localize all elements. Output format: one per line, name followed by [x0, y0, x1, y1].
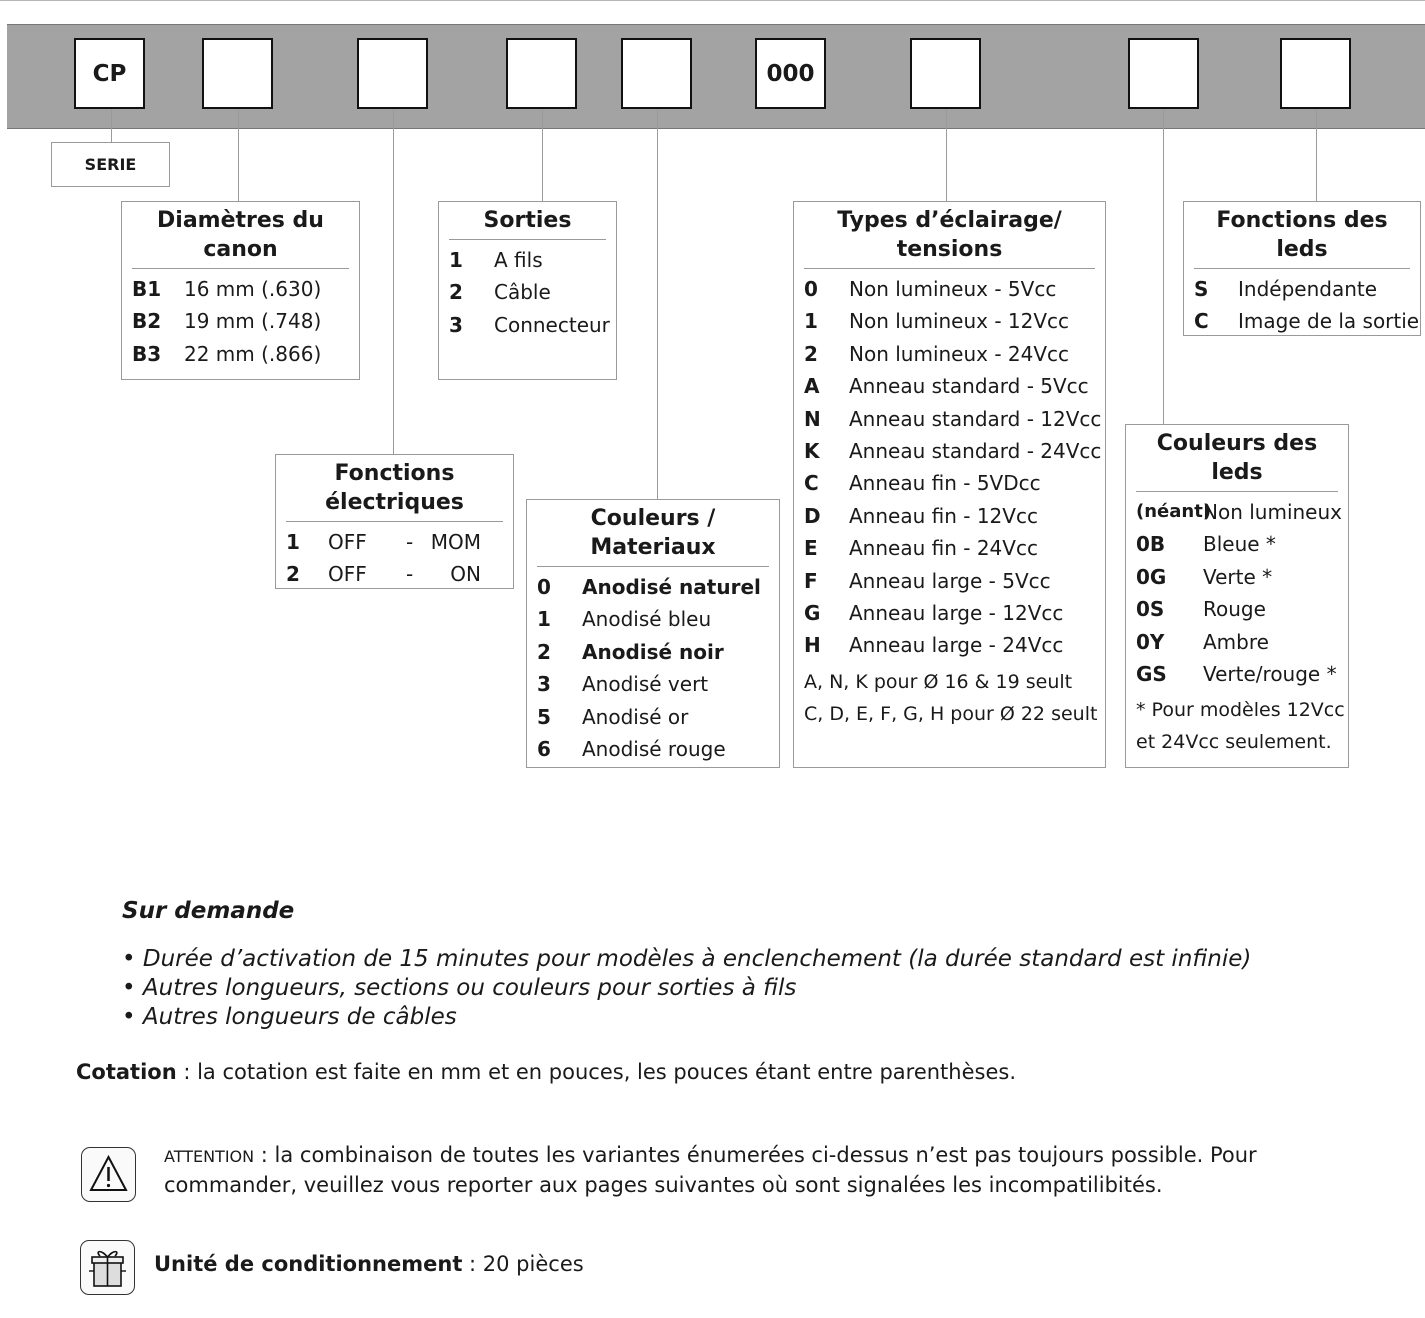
sur-demande-title: Sur demande [122, 898, 295, 924]
list-item [286, 558, 503, 590]
list-item [537, 636, 769, 668]
couleurs-leds-note-1: * Pour modèles 12Vcc [1136, 699, 1345, 722]
cotation-label: Cotation [76, 1060, 177, 1084]
sur-demande-item: • Durée d’activation de 15 minutes pour modèles à enclenchement (la durée standard est infinie) [122, 946, 1252, 972]
option-code: 3 [449, 312, 463, 337]
list-item [132, 273, 349, 305]
option-code: B1 [132, 277, 162, 301]
attention-label: ATTENTION [164, 1147, 255, 1166]
serie-label: SERIE [51, 142, 170, 187]
slot-couleur [621, 38, 692, 109]
option-label: Anodisé naturel [582, 575, 761, 599]
slot-serie: CP [74, 38, 145, 109]
option-label: Rouge [1203, 597, 1266, 622]
fonctions-leds-title: Fonctions des leds [1194, 206, 1410, 269]
option-code: H [804, 633, 821, 658]
list-item [537, 668, 769, 700]
conditionnement-label: Unité de conditionnement [154, 1252, 463, 1276]
fonctions-electriques-box [275, 454, 514, 589]
couleurs-leds-box [1125, 424, 1349, 768]
sorties-box [438, 201, 617, 380]
option-code: B3 [132, 341, 162, 366]
connector-line [946, 109, 947, 202]
eclairage-title [804, 206, 1095, 269]
list-item [1136, 658, 1338, 690]
option-code: C [804, 471, 819, 496]
option-label: Anneau large - 24Vcc [849, 633, 1064, 658]
list-item [1136, 561, 1338, 593]
slot-fonction-electrique [357, 38, 428, 109]
list-item [804, 305, 1095, 337]
option-code: E [804, 536, 818, 561]
couleurs-materiaux-box [526, 499, 780, 768]
slot-diametre [202, 38, 273, 109]
conditionnement-line [154, 1252, 584, 1276]
option-code: 2 [804, 341, 818, 366]
slot-fonction-led [1280, 38, 1351, 109]
option-label: Anodisé rouge [582, 737, 726, 762]
list-item [804, 338, 1095, 370]
option-off: OFF [328, 562, 367, 587]
option-label: Anneau fin - 12Vcc [849, 503, 1038, 528]
connector-line [1316, 109, 1317, 202]
option-label: Anneau fin - 24Vcc [849, 536, 1038, 561]
connector-line [542, 109, 543, 202]
option-separator: - [406, 562, 414, 587]
couleurs-leds-note-2: et 24Vcc seulement. [1136, 731, 1332, 754]
option-label: 16 mm (.630) [184, 277, 322, 301]
option-code: 1 [449, 248, 463, 272]
option-label: Anneau fin - 5VDcc [849, 471, 1041, 496]
option-code: (néant) [1136, 501, 1212, 522]
connector-line [238, 109, 239, 202]
option-label: Anodisé or [582, 704, 689, 729]
cotation-line [76, 1060, 1016, 1084]
list-item [537, 733, 769, 765]
option-label: Verte/rouge * [1203, 662, 1337, 687]
option-code: B2 [132, 309, 162, 334]
option-code: C [1194, 309, 1209, 334]
option-code: 0Y [1136, 629, 1165, 654]
list-item [1194, 273, 1410, 305]
list-item [1136, 528, 1338, 560]
eclairage-note-1: A, N, K pour Ø 16 & 19 seult [804, 670, 1073, 693]
list-item [804, 500, 1095, 532]
option-code: 6 [537, 737, 551, 762]
list-item [804, 273, 1095, 305]
list-item [1136, 496, 1342, 528]
option-label: Anneau standard - 24Vcc [849, 439, 1102, 464]
option-label: Anneau large - 12Vcc [849, 601, 1064, 626]
connector-line [1163, 109, 1164, 425]
list-item [804, 403, 1102, 435]
option-code: F [804, 568, 818, 593]
option-code: 0S [1136, 597, 1165, 622]
list-item [804, 435, 1102, 467]
option-label: Anneau standard - 12Vcc [849, 406, 1102, 431]
list-item [1194, 305, 1420, 337]
option-label: Anneau large - 5Vcc [849, 568, 1051, 593]
connector-line [393, 109, 394, 455]
list-item [804, 532, 1095, 564]
option-label: 19 mm (.748) [184, 309, 322, 334]
option-code: 1 [804, 309, 818, 334]
option-code: D [804, 503, 821, 528]
connector-line [111, 109, 112, 142]
connector-line [657, 109, 658, 500]
sur-demande-item: • Autres longueurs de câbles [122, 1004, 457, 1030]
slot-eclairage [910, 38, 981, 109]
option-label: Anodisé noir [582, 639, 724, 664]
couleurs-leds-title: Couleurs des leds [1136, 429, 1338, 492]
option-code: K [804, 439, 820, 464]
eclairage-title-line2: tensions [896, 237, 1003, 262]
eclairage-note-2: C, D, E, F, G, H pour Ø 22 seult [804, 702, 1098, 725]
list-item [132, 305, 349, 337]
list-item [1136, 593, 1338, 625]
option-label: Indépendante [1238, 277, 1378, 301]
attention-text [164, 1141, 1364, 1200]
option-code: N [804, 406, 821, 431]
slot-sortie [506, 38, 577, 109]
option-label: Connecteur [494, 312, 610, 337]
slot-couleur-led [1128, 38, 1199, 109]
option-label: Câble [494, 280, 551, 305]
option-code: G [804, 601, 821, 626]
option-label: A fils [494, 248, 543, 272]
option-code: 1 [286, 530, 300, 554]
couleurs-materiaux-title: Couleurs / Materiaux [537, 504, 769, 567]
list-item [804, 467, 1095, 499]
option-label: Verte * [1203, 564, 1273, 589]
option-label: Non lumineux - 5Vcc [849, 277, 1057, 301]
option-code: 0G [1136, 564, 1167, 589]
option-label: Anodisé vert [582, 672, 709, 697]
list-item [449, 244, 606, 276]
sur-demande-item: • Autres longueurs, sections ou couleurs pour sorties à fils [122, 975, 797, 1001]
option-code: 2 [449, 280, 463, 305]
option-code: GS [1136, 662, 1167, 687]
diametres-title: Diamètres du canon [132, 206, 349, 269]
eclairage-title-line1: Types d’éclairage/ [837, 208, 1062, 233]
option-separator: - [406, 530, 414, 554]
sorties-title: Sorties [449, 206, 606, 240]
slot-fixed: 000 [755, 38, 826, 109]
option-label: Anodisé bleu [582, 607, 712, 632]
option-label: 22 mm (.866) [184, 341, 322, 366]
option-label: Non lumineux [1203, 500, 1342, 524]
option-label: Bleue * [1203, 532, 1276, 557]
option-label: Non lumineux - 12Vcc [849, 309, 1070, 334]
fonctions-electriques-title: Fonctions électriques [286, 459, 503, 522]
option-label: Non lumineux - 24Vcc [849, 341, 1070, 366]
option-label: Ambre [1203, 629, 1269, 654]
list-item [537, 571, 769, 603]
diametres-box [121, 201, 360, 380]
option-code: 1 [537, 607, 551, 632]
warning-icon [81, 1147, 136, 1202]
option-code: 5 [537, 704, 551, 729]
option-code: S [1194, 277, 1209, 301]
list-item [132, 338, 349, 370]
list-item [1136, 626, 1338, 658]
attention-body: : la combinaison de toutes les variantes énumerées ci-dessus n’est pas toujours possible. Pour commander, veuillez vous reporter aux pages suivantes où sont signalées les incompatilibités. [164, 1143, 1257, 1197]
option-code: 0B [1136, 532, 1166, 557]
option-off: OFF [328, 530, 367, 554]
option-mode: MOM [430, 530, 481, 554]
list-item [537, 701, 769, 733]
option-code: 3 [537, 672, 551, 697]
list-item [449, 276, 606, 308]
option-code: 0 [537, 575, 551, 599]
option-code: 2 [537, 639, 551, 664]
list-item [804, 597, 1095, 629]
list-item [537, 603, 769, 635]
list-item [449, 309, 610, 341]
top-rule [0, 0, 1425, 1]
conditionnement-text: : 20 pièces [462, 1252, 584, 1276]
option-label: Anneau standard - 5Vcc [849, 374, 1089, 399]
option-code: A [804, 374, 820, 399]
list-item [804, 565, 1095, 597]
fonctions-leds-box [1183, 201, 1421, 336]
cotation-text: : la cotation est faite en mm et en pouces, les pouces étant entre parenthèses. [176, 1060, 1016, 1084]
list-item [286, 526, 503, 558]
option-code: 2 [286, 562, 300, 587]
option-label: Image de la sortie [1238, 309, 1420, 334]
option-mode: ON [450, 562, 481, 587]
package-icon [80, 1240, 135, 1295]
list-item [804, 370, 1095, 402]
option-code: 0 [804, 277, 818, 301]
list-item [804, 629, 1095, 661]
eclairage-box [793, 201, 1106, 768]
